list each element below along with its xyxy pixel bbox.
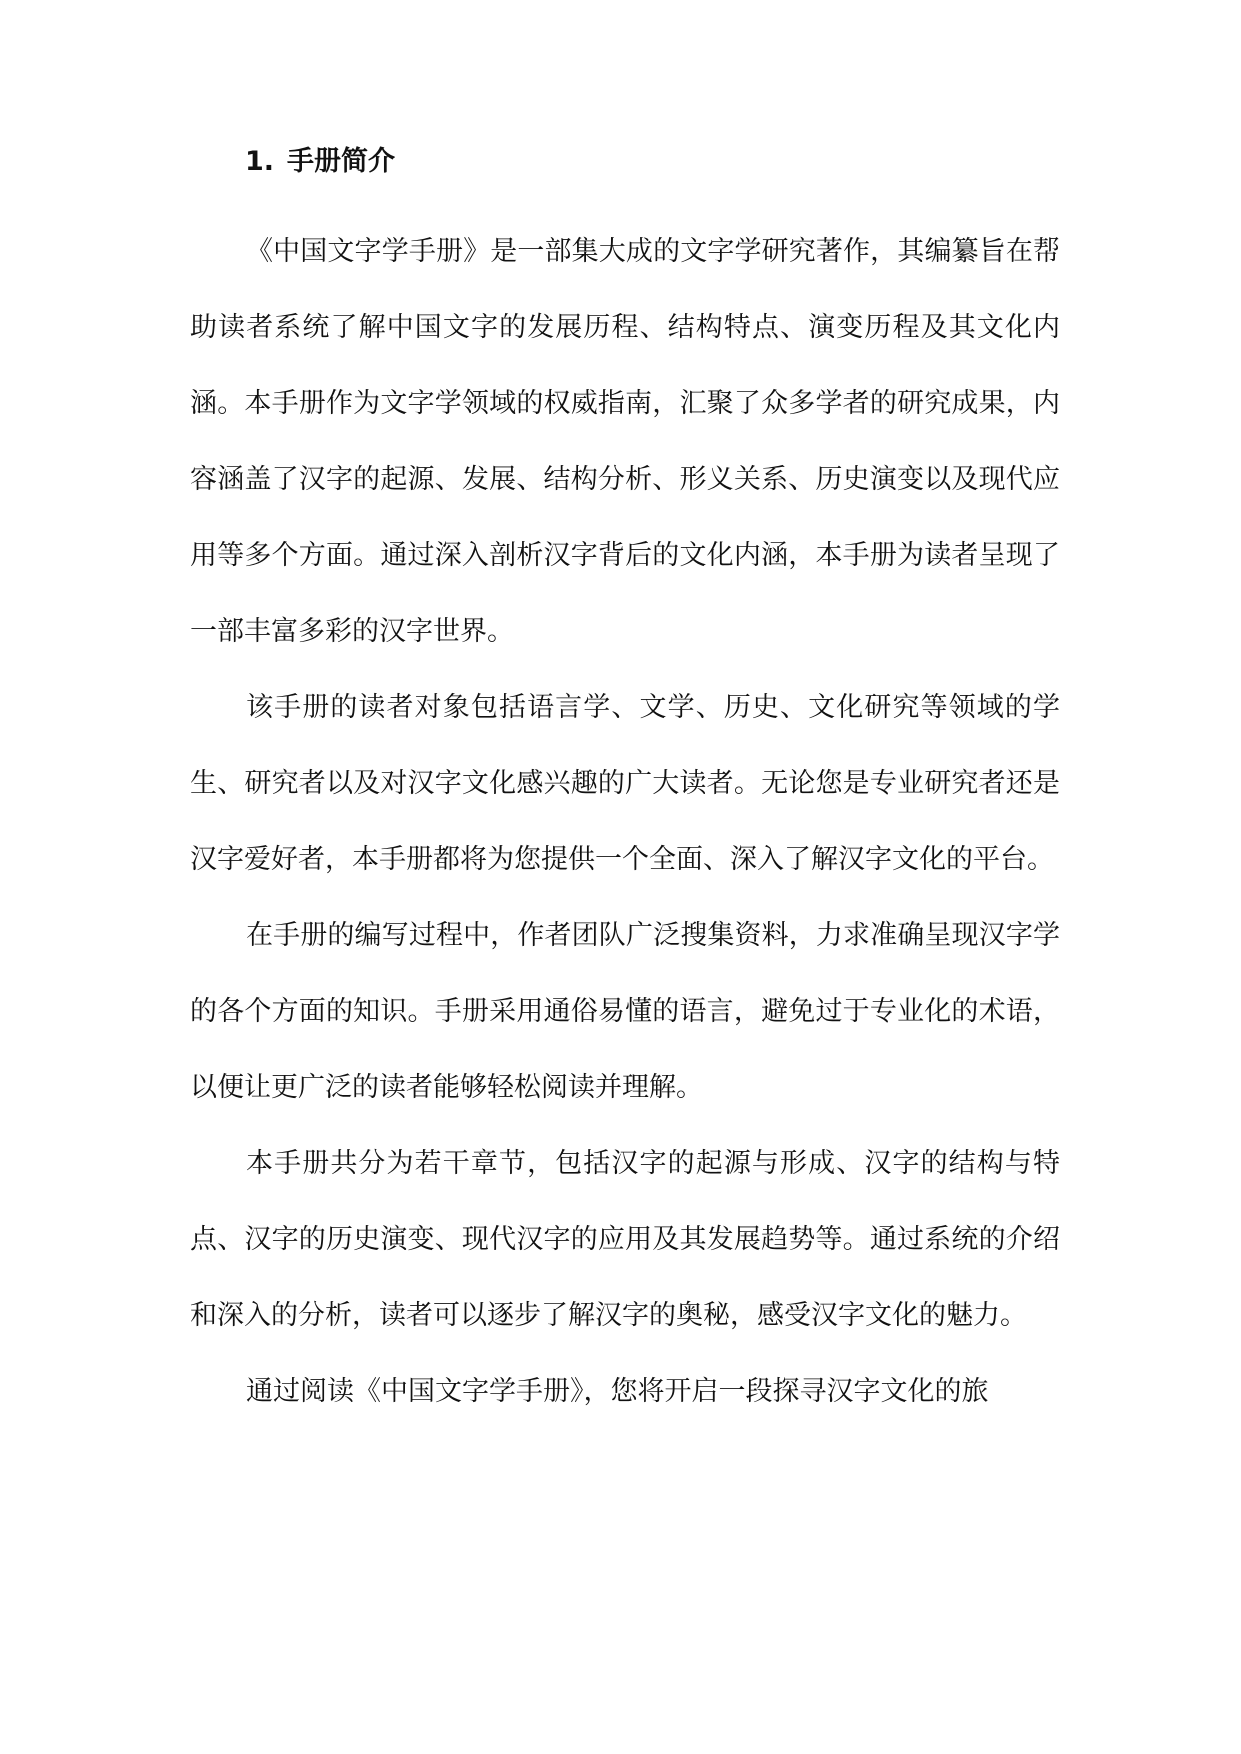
section-number: 1. xyxy=(245,146,275,177)
section-title: 手册简介 xyxy=(287,146,395,177)
section-heading xyxy=(245,140,1060,184)
page-content xyxy=(190,140,1060,1430)
paragraph-audience: 该手册的读者对象包括语言学、文学、历史、文化研究等领域的学生、研究者以及对汉字文化感兴趣的广大读者。无论您是专业研究者还是汉字爱好者，本手册都将为您提供一个全面、深入了解汉字文化的平台。 xyxy=(190,692,1060,875)
paragraph-intro: 《中国文字学手册》是一部集大成的文字学研究著作，其编纂旨在帮助读者系统了解中国文字的发展历程、结构特点、演变历程及其文化内涵。本手册作为文字学领域的权威指南，汇聚了众多学者的研究成果，内容涵盖了汉字的起源、发展、结构分析、形义关系、历史演变以及现代应用等多个方面。通过深入剖析汉字背后的文化内涵，本手册为读者呈现了一部丰富多彩的汉字世界。 xyxy=(190,236,1060,647)
paragraph-chapters: 本手册共分为若干章节，包括汉字的起源与形成、汉字的结构与特点、汉字的历史演变、现代汉字的应用及其发展趋势等。通过系统的介绍和深入的分析，读者可以逐步了解汉字的奥秘，感受汉字文化的魅力。 xyxy=(190,1148,1060,1331)
paragraph-closing: 通过阅读《中国文字学手册》，您将开启一段探寻汉字文化的旅 xyxy=(246,1376,989,1407)
paragraph-writing-process: 在手册的编写过程中，作者团队广泛搜集资料，力求准确呈现汉字学的各个方面的知识。手册采用通俗易懂的语言，避免过于专业化的术语，以便让更广泛的读者能够轻松阅读并理解。 xyxy=(190,920,1060,1103)
